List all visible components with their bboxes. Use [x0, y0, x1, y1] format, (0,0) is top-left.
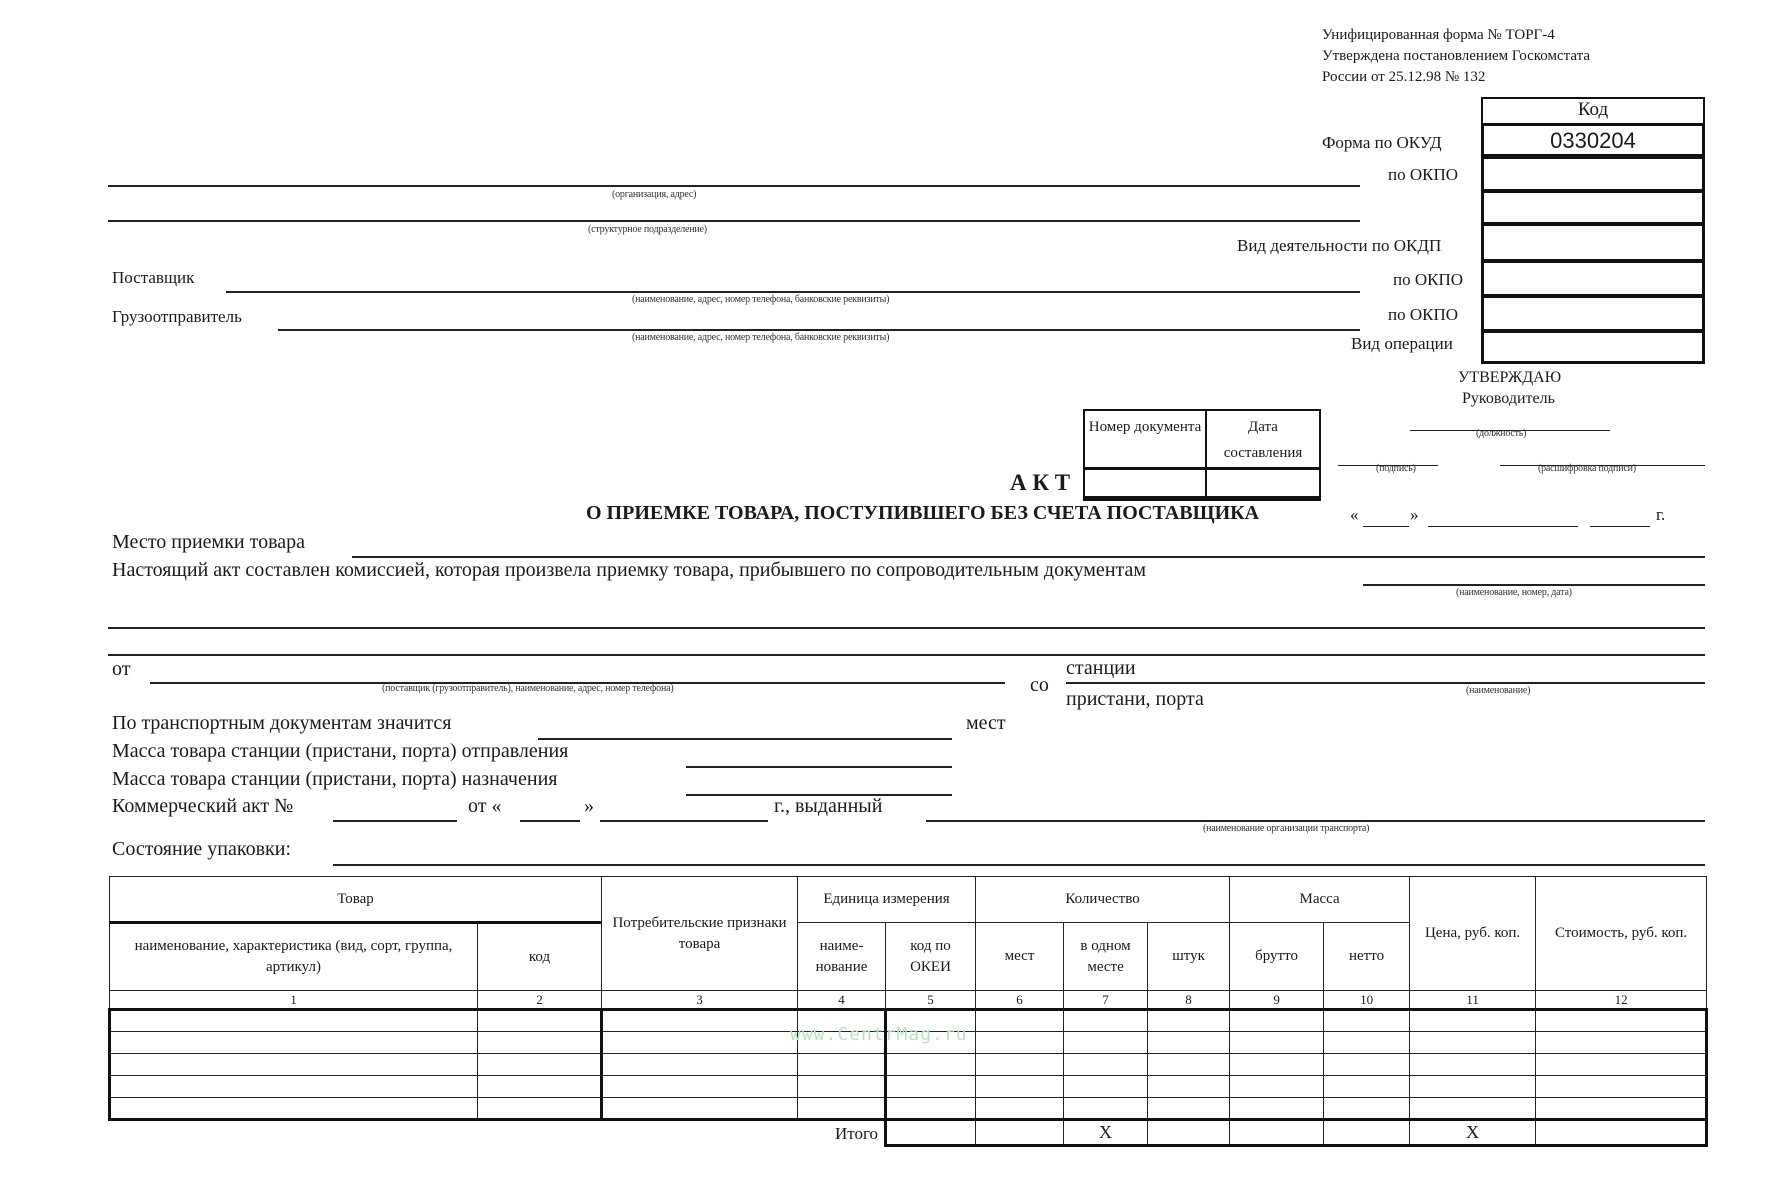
col-code-header: код — [478, 923, 602, 991]
packaging-line[interactable] — [333, 864, 1705, 866]
table-cell[interactable] — [110, 1010, 478, 1032]
operation-label: Вид операции — [1351, 334, 1453, 353]
form-header-line1: Унифицированная форма № ТОРГ-4 — [1322, 27, 1555, 43]
commercial-year-label: г., выданный — [774, 795, 883, 817]
transport-org-line[interactable] — [926, 820, 1705, 822]
table-cell[interactable] — [1064, 1076, 1148, 1098]
table-cell[interactable] — [886, 1076, 976, 1098]
table-cell[interactable] — [602, 1032, 798, 1054]
table-cell[interactable] — [110, 1076, 478, 1098]
approve-date-open-quote: « — [1350, 505, 1359, 524]
signature-caption: (подпись) — [1376, 463, 1416, 474]
table-cell[interactable] — [1148, 1032, 1230, 1054]
col-number: 7 — [1064, 991, 1148, 1010]
commercial-month-line[interactable] — [600, 820, 768, 822]
commercial-day-line[interactable] — [520, 820, 580, 822]
total-x-price: X — [1410, 1120, 1536, 1146]
col-gross-header: брутто — [1230, 923, 1324, 991]
table-cell[interactable] — [798, 1076, 886, 1098]
watermark: www.CentrMag.ru — [790, 1024, 968, 1045]
table-cell[interactable] — [602, 1010, 798, 1032]
table-cell[interactable] — [1536, 1098, 1707, 1120]
okpo3-field[interactable] — [1481, 296, 1705, 331]
okpo-extra-field[interactable] — [1481, 191, 1705, 224]
table-cell[interactable] — [1536, 1010, 1707, 1032]
group-unit-header: Единица измерения — [798, 877, 976, 923]
station-label: станции — [1066, 657, 1136, 679]
table-cell[interactable] — [1536, 1076, 1707, 1098]
transport-docs-line[interactable] — [538, 738, 952, 740]
total-cell[interactable] — [1536, 1120, 1707, 1146]
from-label: от — [112, 658, 131, 680]
table-cell[interactable] — [1324, 1054, 1410, 1076]
col-price-header: Цена, руб. коп. — [1410, 877, 1536, 991]
table-cell[interactable] — [1410, 1076, 1536, 1098]
column-numbers-row — [110, 991, 1707, 1010]
total-cell[interactable] — [886, 1120, 976, 1146]
doc-number-header: Номер документа — [1085, 411, 1207, 467]
table-cell[interactable] — [1230, 1076, 1324, 1098]
position-caption: (должность) — [1476, 428, 1527, 439]
table-cell[interactable] — [976, 1032, 1064, 1054]
okpo3-label: по ОКПО — [1388, 305, 1459, 324]
port-label: пристани, порта — [1066, 688, 1204, 710]
table-cell[interactable] — [1148, 1054, 1230, 1076]
col-number: 12 — [1536, 991, 1707, 1010]
col-pieces-header: штук — [1148, 923, 1230, 991]
col-net-header: нетто — [1324, 923, 1410, 991]
table-cell[interactable] — [976, 1010, 1064, 1032]
table-cell[interactable] — [478, 1076, 602, 1098]
total-cell[interactable] — [976, 1120, 1064, 1146]
commercial-quote-close: » — [584, 795, 594, 817]
col-cost-header: Стоимость, руб. коп. — [1536, 877, 1707, 991]
table-cell[interactable] — [1064, 1010, 1148, 1032]
table-cell[interactable] — [1536, 1054, 1707, 1076]
table-cell[interactable] — [976, 1054, 1064, 1076]
table-cell[interactable] — [1410, 1010, 1536, 1032]
col-number: 9 — [1230, 991, 1324, 1010]
doc-number-table — [1083, 409, 1321, 501]
from-caption: (поставщик (грузоотправитель), наименование, адрес, номер телефона) — [382, 683, 674, 694]
group-goods-header: Товар — [110, 877, 602, 923]
form-header-line2: Утверждена постановлением Госкомстата — [1322, 48, 1591, 64]
organization-line[interactable] — [108, 185, 1360, 187]
table-row[interactable] — [110, 1098, 1707, 1120]
form-header-line3: России от 25.12.98 № 132 — [1322, 69, 1486, 85]
organization-caption: (организация, адрес) — [612, 189, 697, 200]
table-cell[interactable] — [798, 1098, 886, 1120]
table-cell[interactable] — [1064, 1098, 1148, 1120]
okpo-field[interactable] — [1481, 157, 1705, 191]
mass-departure-label: Масса товара станции (пристани, порта) отправления — [112, 740, 569, 762]
decoding-caption: (расшифровка подписи) — [1538, 463, 1636, 474]
places-label: мест — [966, 712, 1006, 734]
commission-text: Настоящий акт составлен комиссией, которая произвела приемку товара, прибывшего по сопроводительным документам — [112, 559, 1147, 581]
table-cell[interactable] — [1324, 1098, 1410, 1120]
table-cell[interactable] — [798, 1054, 886, 1076]
shipper-line[interactable] — [278, 329, 1360, 331]
approve-year-line[interactable] — [1590, 526, 1650, 527]
table-cell[interactable] — [1148, 1098, 1230, 1120]
col-in-place-header: в одном месте — [1064, 923, 1148, 991]
approve-date-close-quote: » — [1410, 505, 1419, 524]
table-cell[interactable] — [1230, 1032, 1324, 1054]
col-consumer-header: Потребительские признаки товара — [602, 877, 798, 991]
group-mass-header: Масса — [1230, 877, 1410, 923]
table-cell[interactable] — [478, 1054, 602, 1076]
okpo2-label: по ОКПО — [1393, 270, 1464, 289]
table-cell[interactable] — [1410, 1032, 1536, 1054]
table-cell[interactable] — [110, 1098, 478, 1120]
total-x-places: X — [1064, 1120, 1148, 1146]
table-cell[interactable] — [1324, 1076, 1410, 1098]
act-subtitle: О ПРИЕМКЕ ТОВАРА, ПОСТУПИВШЕГО БЕЗ СЧЕТА ПОСТАВЩИКА — [586, 502, 1260, 524]
table-cell[interactable] — [1536, 1032, 1707, 1054]
goods-table — [108, 876, 1708, 1147]
table-cell[interactable] — [602, 1098, 798, 1120]
table-cell[interactable] — [1064, 1054, 1148, 1076]
table-cell[interactable] — [886, 1054, 976, 1076]
station-caption: (наименование) — [1466, 685, 1531, 696]
commercial-act-label: Коммерческий акт № — [112, 795, 294, 817]
okpo2-field[interactable] — [1481, 261, 1705, 296]
table-cell[interactable] — [1148, 1076, 1230, 1098]
transport-docs-label: По транспортным документам значится — [112, 712, 452, 734]
packaging-label: Состояние упаковки: — [112, 838, 291, 860]
doc-date-header: Дата составления — [1223, 419, 1303, 461]
table-cell[interactable] — [478, 1032, 602, 1054]
commercial-act-number-line[interactable] — [333, 820, 457, 822]
table-cell[interactable] — [1324, 1032, 1410, 1054]
place-line[interactable] — [352, 556, 1705, 558]
continuation-line-2[interactable] — [108, 654, 1705, 656]
table-cell[interactable] — [478, 1010, 602, 1032]
okud-field[interactable] — [1481, 123, 1705, 157]
station-line[interactable] — [1066, 682, 1705, 684]
code-header: Код — [1481, 97, 1705, 123]
supplier-line[interactable] — [226, 291, 1360, 293]
table-cell[interactable] — [110, 1032, 478, 1054]
approve-head: Руководитель — [1462, 390, 1555, 407]
approve-title: УТВЕРЖДАЮ — [1458, 369, 1562, 386]
table-cell[interactable] — [1230, 1010, 1324, 1032]
act-title: А К Т — [1010, 470, 1071, 495]
table-cell[interactable] — [602, 1054, 798, 1076]
col-number: 11 — [1410, 991, 1536, 1010]
co-label: со — [1030, 674, 1049, 696]
mass-destination-label: Масса товара станции (пристани, порта) назначения — [112, 768, 558, 790]
col-name-header: наименование, характеристика (вид, сорт, группа, артикул) — [110, 923, 478, 991]
docs-line[interactable] — [1363, 584, 1705, 586]
col-number: 1 — [110, 991, 478, 1010]
okdp-label: Вид деятельности по ОКДП — [1237, 236, 1442, 255]
table-cell[interactable] — [1230, 1098, 1324, 1120]
docs-caption: (наименование, номер, дата) — [1456, 587, 1572, 598]
okdp-field[interactable] — [1481, 224, 1705, 261]
table-cell[interactable] — [1148, 1010, 1230, 1032]
mass-departure-line[interactable] — [686, 766, 952, 768]
total-label: Итого — [110, 1120, 886, 1146]
approve-day-line[interactable] — [1363, 526, 1409, 527]
okud-label: Форма по ОКУД — [1322, 133, 1442, 152]
continuation-line-1[interactable] — [108, 627, 1705, 629]
col-number: 10 — [1324, 991, 1410, 1010]
col-number: 3 — [602, 991, 798, 1010]
table-cell[interactable] — [602, 1076, 798, 1098]
table-cell[interactable] — [110, 1054, 478, 1076]
total-cell[interactable] — [1148, 1120, 1230, 1146]
col-unit-name-header: наиме- нование — [798, 923, 886, 991]
commercial-from-label: от « — [468, 795, 502, 817]
division-line[interactable] — [108, 220, 1360, 222]
table-cell[interactable] — [478, 1098, 602, 1120]
table-row[interactable] — [110, 1076, 1707, 1098]
col-number: 6 — [976, 991, 1064, 1010]
table-cell[interactable] — [1324, 1010, 1410, 1032]
col-number: 8 — [1148, 991, 1230, 1010]
col-number: 2 — [478, 991, 602, 1010]
shipper-caption: (наименование, адрес, номер телефона, банковские реквизиты) — [632, 332, 890, 343]
total-row — [110, 1120, 1707, 1146]
okud-value: 0330204 — [1550, 128, 1636, 153]
operation-field[interactable] — [1481, 331, 1705, 364]
col-number: 5 — [886, 991, 976, 1010]
division-caption: (структурное подразделение) — [588, 224, 707, 235]
okpo-label: по ОКПО — [1388, 165, 1459, 184]
table-cell[interactable] — [1410, 1054, 1536, 1076]
supplier-caption: (наименование, адрес, номер телефона, банковские реквизиты) — [632, 294, 890, 305]
table-cell[interactable] — [886, 1098, 976, 1120]
col-number: 4 — [798, 991, 886, 1010]
place-label: Место приемки товара — [112, 531, 306, 553]
col-okei-header: код по ОКЕИ — [886, 923, 976, 991]
table-cell[interactable] — [1230, 1054, 1324, 1076]
col-places-header: мест — [976, 923, 1064, 991]
transport-org-caption: (наименование организации транспорта) — [1203, 823, 1370, 834]
group-qty-header: Количество — [976, 877, 1230, 923]
table-cell[interactable] — [976, 1076, 1064, 1098]
approve-year-suffix: г. — [1656, 505, 1666, 524]
table-cell[interactable] — [1064, 1032, 1148, 1054]
shipper-label: Грузоотправитель — [112, 307, 242, 326]
approve-month-line[interactable] — [1428, 526, 1578, 527]
table-cell[interactable] — [1410, 1098, 1536, 1120]
table-row[interactable] — [110, 1054, 1707, 1076]
total-cell[interactable] — [1230, 1120, 1324, 1146]
total-cell[interactable] — [1324, 1120, 1410, 1146]
table-cell[interactable] — [976, 1098, 1064, 1120]
supplier-label: Поставщик — [112, 268, 195, 287]
